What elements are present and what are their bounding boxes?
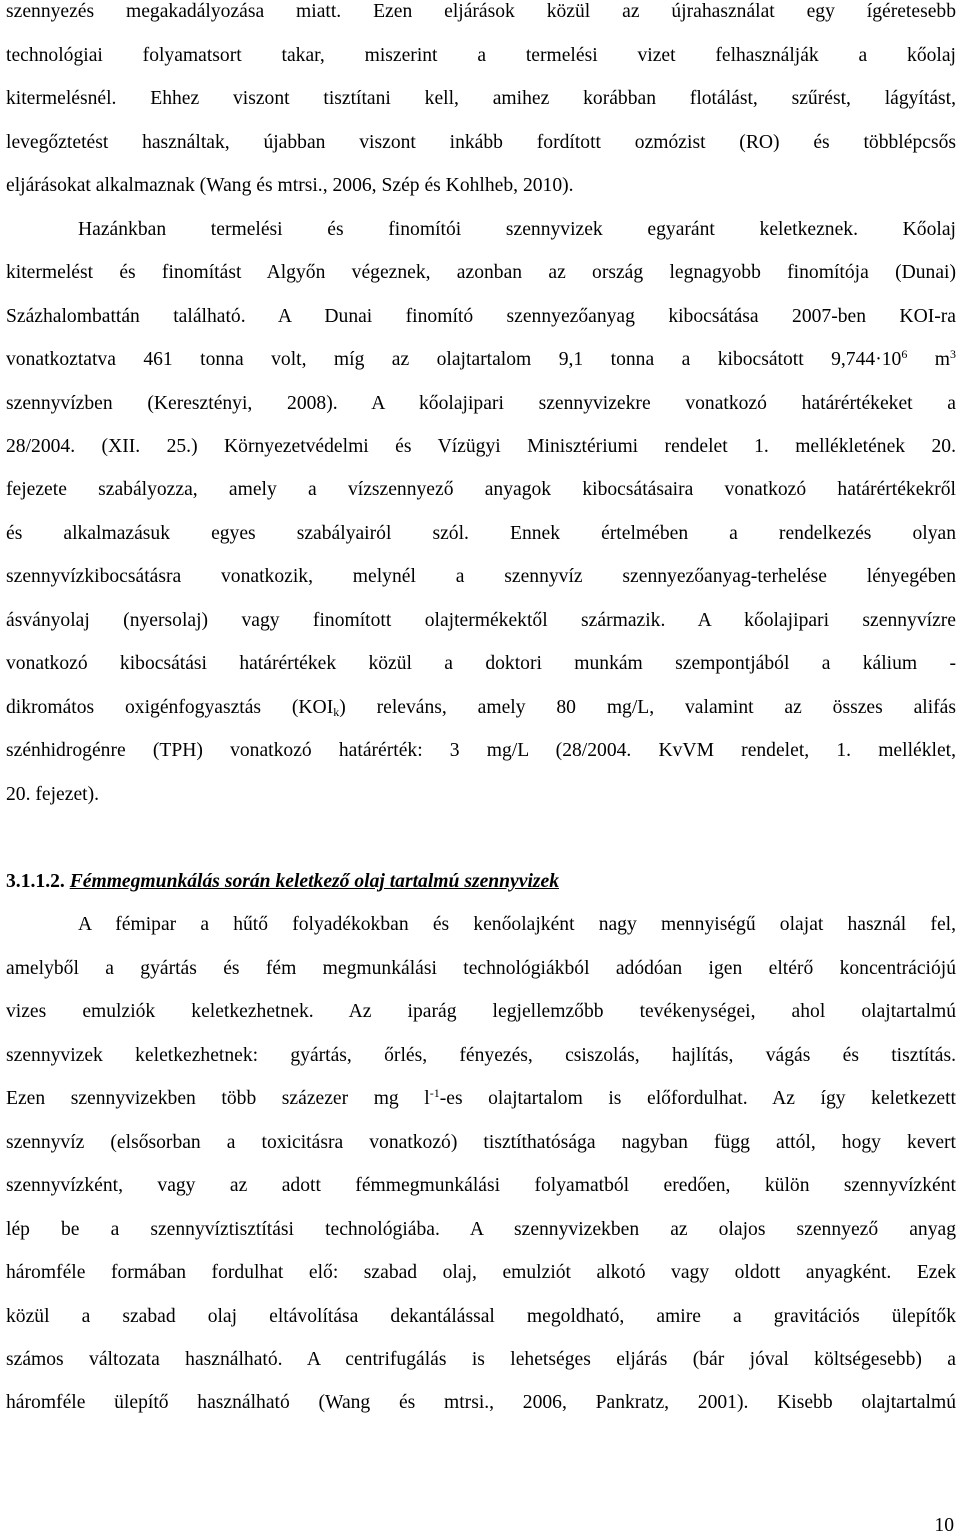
text-line: Ezen szennyvizekben több százezer mg $l^{-1}-es$ olajtartalom is előfordulhat. Az így keletkezett <box>6 1086 956 1109</box>
text-line: A fémipar a hűtő folyadékokban és kenőolajként nagy mennyiségű olajat használ fel, <box>78 914 956 935</box>
text-line: Százhalombattán található. A Dunai finomító szennyezőanyag kibocsátása 2007-ben KOI-ra <box>6 306 956 327</box>
text-line: ásványolaj (nyersolaj) vagy finomított olajtermékektől származik. A kőolajipari szennyvízre <box>6 610 956 631</box>
text-line: szennyvízkibocsátásra vonatkozik, melynél a szennyvíz szennyezőanyag-terhelése lényegében <box>6 566 956 587</box>
text-line: szennyvízben (Keresztényi, 2008). A kőolajipari szennyvizekre vonatkozó határértékeket a <box>6 393 956 414</box>
text-line: eljárásokat alkalmaznak (Wang és mtrsi., 2006, Szép és Kohlheb, 2010). <box>6 175 574 196</box>
text-line: szennyvizek keletkezhetnek: gyártás, őrlés, fényezés, csiszolás, hajlítás, vágás és tisztítás. <box>6 1045 956 1066</box>
text-line: fejezete szabályozza, amely a vízszennyező anyagok kibocsátásaira vonatkozó határértékekről <box>6 479 956 500</box>
section-number: 3.1.1.2. <box>6 871 65 892</box>
text-line: szennyvízként, vagy az adott fémmegmunkálási folyamatból eredően, külön szennyvízként <box>6 1175 956 1196</box>
text-line: vizes emulziók keletkezhetnek. Az iparág legjellemzőbb tevékenységei, ahol olajtartalmú <box>6 1001 956 1022</box>
text-line: technológiai folyamatsort takar, miszerint a termelési vizet felhasználják a kőolaj <box>6 45 956 66</box>
text-line: háromféle formában fordulhat elő: szabad olaj, emulziót alkotó vagy oldott anyagként. Ezek <box>6 1262 956 1283</box>
text-line: kitermelést és finomítást Algyőn végeznek, azonban az ország legnagyobb finomítója (Dunai) <box>6 262 956 283</box>
text-line: dikromátos oxigénfogyasztás $(KOI_k)$ releváns, amely 80 mg/L, valamint az összes alifás <box>6 697 957 719</box>
text-line: lép be a szennyvíztisztítási technológiába. A szennyvizekben az olajos szennyező anyag <box>6 1219 956 1240</box>
text-line: 20. fejezet). <box>6 784 100 805</box>
text-line: szennyvíz (elsősorban a toxicitásra vonatkozó) tisztíthatósága nagyban függ attól, hogy kevert <box>6 1132 956 1153</box>
text-line: vonatkoztatva 461 tonna volt, míg az olajtartalom 9,1 tonna a kibocsátott $9,744\cdot 10^6$ $m^3$ <box>6 347 956 370</box>
text-line: szennyezés megakadályozása miatt. Ezen eljárások közül az újrahasználat egy ígéretesebb <box>6 1 956 22</box>
page-number: 10 <box>934 1515 954 1536</box>
text-line: levegőztetést használtak, újabban viszont inkább fordított ozmózist (RO) és többlépcsős <box>6 132 956 153</box>
text-line: vonatkozó kibocsátási határértékek közül a doktori munkám szempontjából a kálium - <box>6 653 956 674</box>
text-line: számos változata használható. A centrifugálás is lehetséges eljárás (bár jóval költségesebb) a <box>6 1349 956 1370</box>
text-line: amelyből a gyártás és fém megmunkálási technológiákból adódóan igen eltérő koncentrációjú <box>6 958 956 979</box>
text-line: közül a szabad olaj eltávolítása dekantálással megoldható, amire a gravitációs ülepítők <box>6 1306 956 1327</box>
section-title: Fémmegmunkálás során keletkező olaj tartalmú szennyvizek <box>69 871 560 892</box>
text-line: Hazánkban termelési és finomítói szennyvizek egyaránt keletkeznek. Kőolaj <box>78 219 956 240</box>
text-line: és alkalmazásuk egyes szabályairól szól. Ennek értelmében a rendelkezés olyan <box>6 523 956 544</box>
text-line: kitermelésnél. Ehhez viszont tisztítani kell, amihez korábban flotálást, szűrést, lágyítást, <box>6 88 956 109</box>
text-line: 28/2004. (XII. 25.) Környezetvédelmi és Vízügyi Minisztériumi rendelet 1. mellékletének 20. <box>6 436 956 457</box>
section-heading <box>6 870 956 894</box>
text-line: háromféle ülepítő használható (Wang és mtrsi., 2006, Pankratz, 2001). Kisebb olajtartalmú <box>6 1392 956 1413</box>
text-line: szénhidrogénre (TPH) vonatkozó határérték: 3 mg/L (28/2004. KvVM rendelet, 1. melléklet, <box>6 740 956 761</box>
